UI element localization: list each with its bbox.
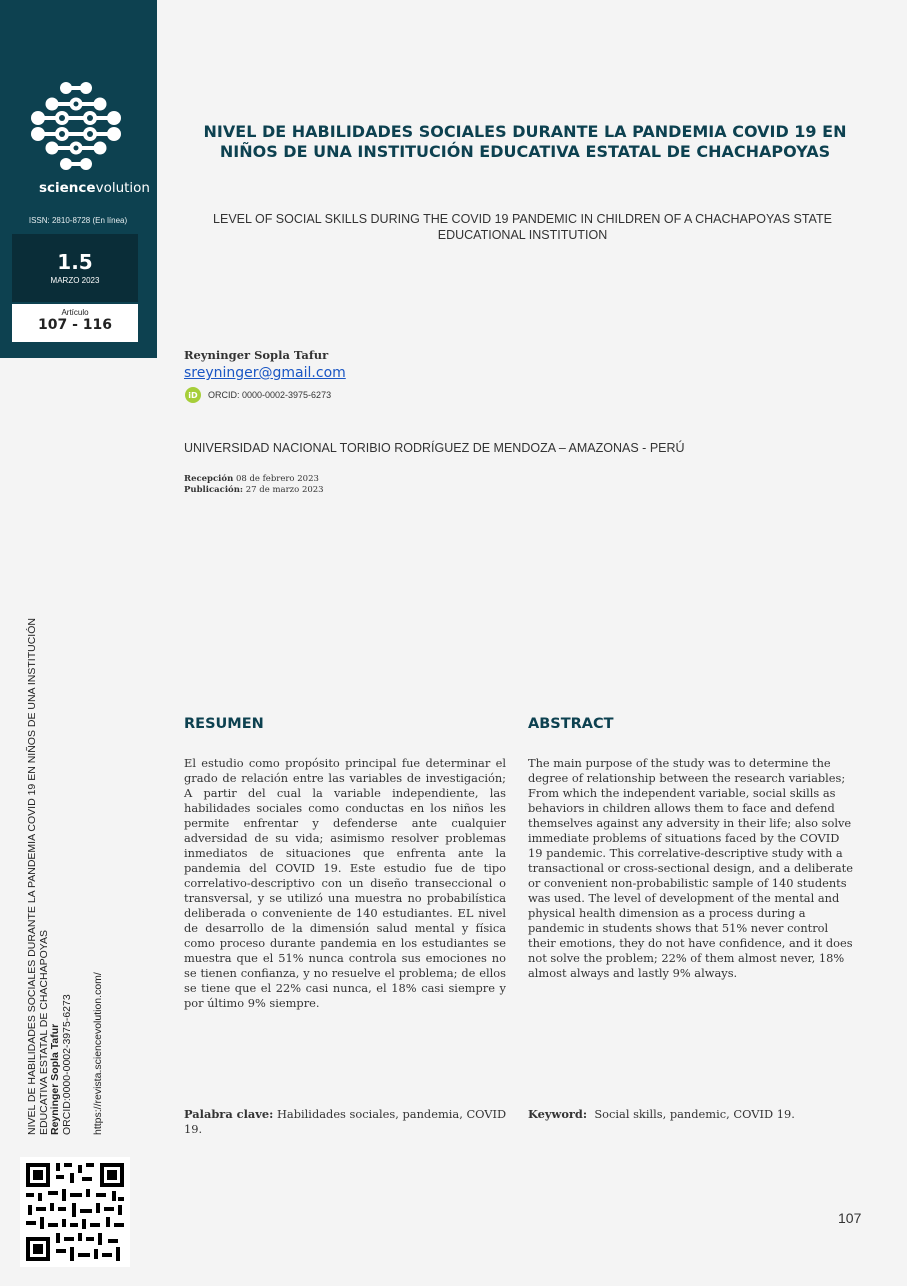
resumen-keyword-values: Habilidades sociales, pandemia, COVID 19. bbox=[184, 1107, 507, 1136]
paper-subtitle: LEVEL OF SOCIAL SKILLS DURING THE COVID 19 PANDEMIC IN CHILDREN OF A CHACHAPOYAS STATE EDUCATIONAL INSTITUTION bbox=[213, 212, 832, 242]
brand-rest: volution bbox=[95, 180, 150, 196]
vertical-title-line1: NIVEL DE HABILIDADES SOCIALES DURANTE LA PANDEMIA COVID 19 EN NIÑOS DE UNA INSTITUCIÓN bbox=[26, 618, 38, 1135]
page-number: 107 bbox=[838, 1210, 862, 1226]
volume-box bbox=[12, 234, 138, 302]
publication-date: 27 de marzo 2023 bbox=[245, 485, 324, 495]
abstract-keywords bbox=[528, 1107, 858, 1122]
issn: ISSN: 2810-8728 (En línea) bbox=[28, 216, 128, 225]
qr-code-icon[interactable] bbox=[20, 1157, 130, 1267]
resumen-keywords bbox=[184, 1107, 512, 1137]
orcid-icon: iD bbox=[185, 387, 201, 403]
sidebar-banner bbox=[0, 0, 157, 358]
dates bbox=[184, 474, 324, 496]
resumen-text: El estudio como propósito principal fue determinar el grado de relación entre las variables de investigación; A partir del cual la variable independiente, las habilidades sociales como conductas en los niños les permite enfrentar y defenderse ante cualquier adversidad de su vida; asimismo resolver problemas inmediatos de situaciones que enfrenta ante la pandemia del COVID 19. Este estudio fue de tipo correlativo-descriptivo con un diseño transeccional o transversal, y se utilizó una muestra no probabilística deliberada o conveniente de 140 estudiantes. EL nivel de desarrollo de la dimensión salud mental y física como proceso durante pandemia en los estudiantes se muestra que el 51% nunca controla sus emociones no se tienen confianza, y no resuelve el problema; de ellos se tiene que el 22% casi nunca, el 18% casi siempre y por último 9% siempre. bbox=[184, 756, 506, 1010]
paper-title: NIVEL DE HABILIDADES SOCIALES DURANTE LA PANDEMIA COVID 19 EN NIÑOS DE UNA INSTITUCIÓN EDUCATIVA ESTATAL DE CHACHAPOYAS bbox=[203, 122, 847, 161]
brand-name bbox=[0, 180, 150, 196]
issue-date: MARZO 2023 bbox=[50, 276, 100, 285]
vertical-author: Reyninger Sopla Tafur bbox=[49, 1023, 61, 1135]
resumen-heading: RESUMEN bbox=[184, 716, 264, 732]
article-label: Artículo bbox=[61, 308, 89, 317]
orcid-row[interactable] bbox=[185, 387, 331, 403]
affiliation: UNIVERSIDAD NACIONAL TORIBIO RODRÍGUEZ DE MENDOZA – AMAZONAS - PERÚ bbox=[184, 441, 685, 455]
volume-number: 1.5 bbox=[57, 250, 93, 274]
resumen-keyword-label: Palabra clave: bbox=[184, 1107, 274, 1121]
abstract-heading: ABSTRACT bbox=[528, 716, 614, 732]
vertical-orcid: ORCID:0000-0002-3975-6273 bbox=[60, 994, 73, 1135]
article-box bbox=[12, 304, 138, 342]
author-email-link[interactable]: sreyninger@gmail.com bbox=[184, 365, 346, 381]
abstract-text: The main purpose of the study was to determine the degree of relationship between the research variables; From which the independent variable, social skills as behaviors in children allows them to face and defend themselves against any adversity in their life; also solve immediate problems of situations faced by the COVID 19 pandemic. This correlative-descriptive study with a transactional or cross-sectional design, and a deliberate or convenient non-probabilistic sample of 140 students was used. The level of development of the mental and physical health dimension as a process during a pandemic in students shows that 51% never control their emotions, they do not have confidence, and it does not solve the problem; 22% of them almost never, 18% almost always and lastly 9% always. bbox=[528, 756, 853, 980]
vertical-url[interactable]: https://revista.sciencevolution.com/ bbox=[92, 972, 104, 1135]
publication-label: Publicación: bbox=[184, 485, 244, 495]
reception-date: 08 de febrero 2023 bbox=[235, 474, 319, 484]
brand-bold: science bbox=[38, 180, 96, 196]
abstract-keyword-values: Social skills, pandemic, COVID 19. bbox=[594, 1107, 795, 1121]
reception-label: Recepción bbox=[184, 474, 234, 484]
article-pages: 107 - 116 bbox=[37, 317, 112, 333]
vertical-citation-block bbox=[27, 618, 73, 1135]
vertical-title-line2: EDUCATIVA ESTATAL DE CHACHAPOYAS bbox=[37, 930, 50, 1135]
orcid-id: ORCID: 0000-0002-3975-6273 bbox=[208, 390, 332, 400]
author-name: Reyninger Sopla Tafur bbox=[184, 348, 329, 362]
sciencevolution-logo-icon bbox=[28, 78, 124, 174]
abstract-keyword-label: Keyword: bbox=[528, 1107, 588, 1121]
